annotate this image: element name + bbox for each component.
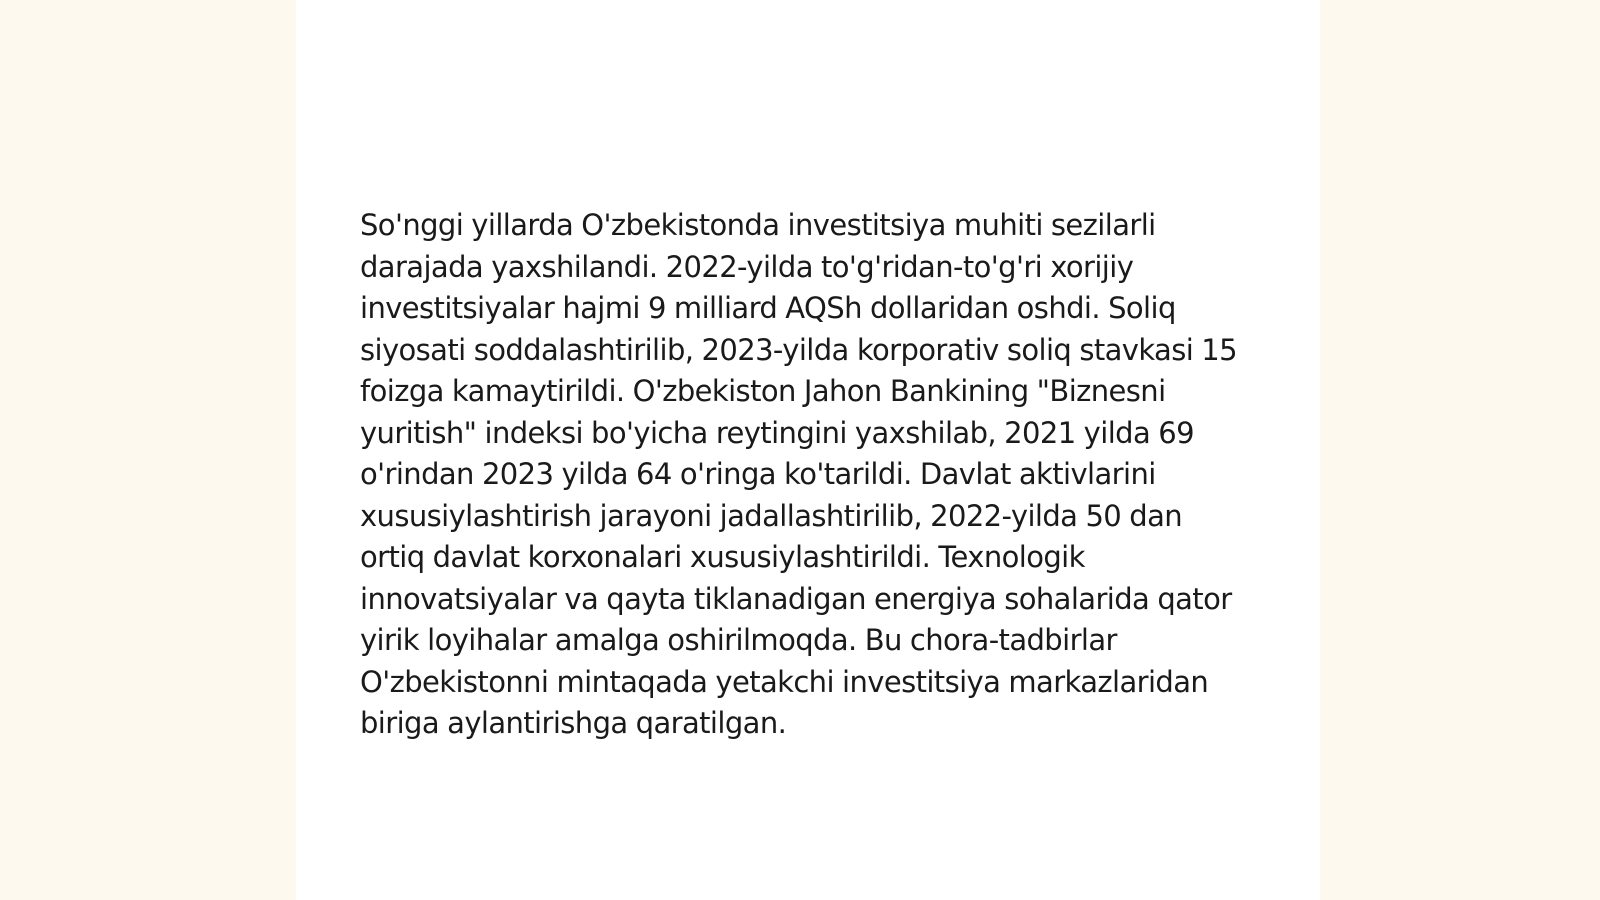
- body-paragraph: So'nggi yillarda O'zbekistonda investitsiya muhiti sezilarli darajada yaxshilandi. 2022-yilda to'g'ridan-to'g'ri xorijiy investitsiyalar hajmi 9 milliard AQSh dollaridan oshdi. Soliq siyosati soddalashtirilib, 2023-yilda korporativ soliq stavkasi 15 foizga kamaytirildi. O'zbekiston Jahon Bankining "Biznesni yuritish" indeksi bo'yicha reytingini yaxshilab, 2021 yilda 69 o'rindan 2023 yilda 64 o'ringa ko'tarildi. Davlat aktivlarini xususiylashtirish jarayoni jadallashtirilib, 2022-yilda 50 dan ortiq davlat korxonalari xususiylashtirildi. Texnologik innovatsiyalar va qayta tiklanadigan energiya sohalarida qator yirik loyihalar amalga oshirilmoqda. Bu chora-tadbirlar O'zbekistonni mintaqada yetakchi investitsiya markazlaridan biriga aylantirishga qaratilgan.: [360, 208, 1237, 740]
- document-page: [296, 0, 1320, 900]
